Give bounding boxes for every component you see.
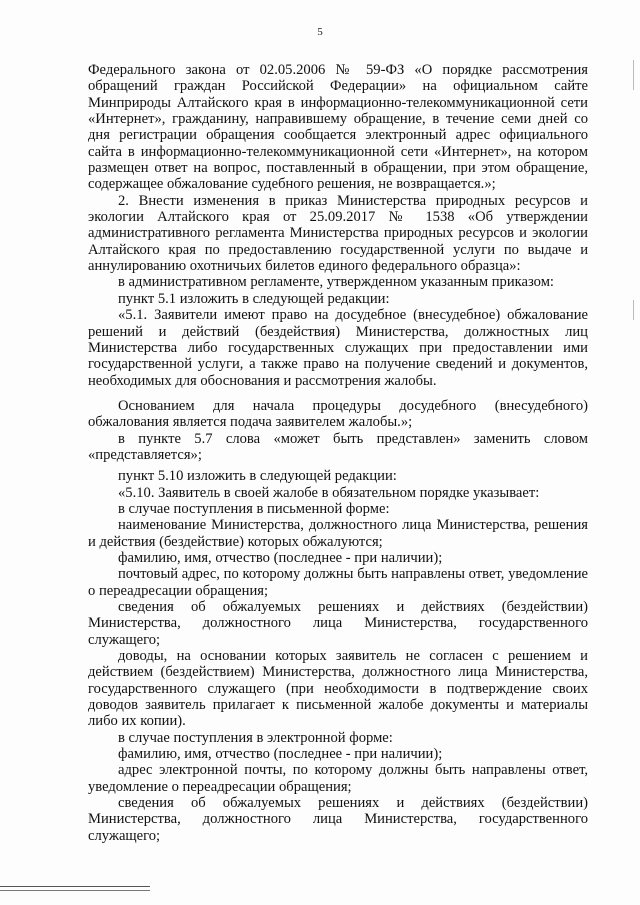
paragraph-5-10-heading: пункт 5.10 изложить в следующей редакции: [118, 468, 397, 485]
paragraph-arguments: доводы, на основании которых заявитель не согласен с решением и действием (бездействием) Министерства, должностного лица Министерства, государственного служащего (при необходимости в подтверждение своих доводов заявитель прилагает к письменной жалобе документы и материалы либо их копии). [88, 648, 588, 730]
paragraph-basis: Основанием для начала процедуры досудебного (внесудебного) обжалования является подача заявителем жалобы.»; [88, 397, 588, 431]
paragraph-item-2: 2. Внести изменения в приказ Министерства природных ресурсов и экологии Алтайского края от 25.09.2017 № 1538 «Об утверждении административного регламента Министерства природных ресурсов и экологии Алтайского края по предоставлению государственной услуги по выдаче и аннулированию охотничьих билетов единого федерального образца»: [88, 192, 588, 275]
paragraph-5-1-text: «5.1. Заявители имеют право на досудебное (внесудебное) обжалование решений и действий (бездействия) Министерства, должностных лиц Министерства либо государственных служащих при предоставлении ими государственной услуги, а также право на получение сведений и документов, необходимых для обоснования и рассмотрения жалобы. [88, 307, 588, 389]
paragraph-name-of-ministry: наименование Министерства, должностного лица Министерства, решения и действия (бездействие) которых обжалуются; [88, 517, 588, 550]
scan-edge-mark [633, 300, 634, 320]
footer-rule-secondary [0, 890, 150, 891]
paragraph-written-form: в случае поступления в письменной форме: [118, 500, 390, 517]
scan-edge-mark [633, 60, 634, 90]
paragraph-full-name: фамилию, имя, отчество (последнее - при наличии); [118, 549, 443, 566]
paragraph-decisions-info: сведения об обжалуемых решениях и действиях (бездействии) Министерства, должностного лица Министерства, государственного служащего; [88, 599, 588, 648]
paragraph-regulation-intro: в административном регламенте, утвержденном указанным приказом: [118, 274, 554, 291]
paragraph-full-name-electronic: фамилию, имя, отчество (последнее - при наличии); [118, 746, 443, 763]
paragraph-5-1-heading: пункт 5.1 изложить в следующей редакции: [118, 290, 390, 307]
page-number: 5 [317, 26, 323, 38]
paragraph-postal-address: почтовый адрес, по которому должны быть направлены ответ, уведомление о переадресации обращения; [88, 566, 588, 599]
document-body [88, 62, 588, 844]
paragraph-electronic-form: в случае поступления в электронной форме: [118, 729, 393, 746]
paragraph-email-address: адрес электронной почты, по которому должны быть направлены ответ, уведомление о переадресации обращения; [88, 762, 588, 795]
paragraph-5-10-text: «5.10. Заявитель в своей жалобе в обязательном порядке указывает: [118, 484, 540, 501]
paragraph-law-reference: Федерального закона от 02.05.2006 № 59-ФЗ «О порядке рассмотрения обращений граждан Российской Федерации» на официальном сайте Минприроды Алтайского края в информационно-телекоммуникационной сети «Интернет», гражданину, направившему обращение, в течение семи дней со дня регистрации обращения сообщается электронный адрес официального сайта в информационно-телекоммуникационной сети «Интернет», на котором размещен ответ на вопрос, поставленный в обращении, при этом обращение, содержащее обжалование судебного решения, не возвращается.»; [88, 62, 588, 193]
paragraph-decisions-info-electronic: сведения об обжалуемых решениях и действиях (бездействии) Министерства, должностного лица Министерства, государственного служащего; [88, 795, 588, 844]
paragraph-5-7: в пункте 5.7 слова «может быть представлен» заменить словом «представляется»; [88, 430, 588, 463]
footer-rule [0, 886, 150, 887]
